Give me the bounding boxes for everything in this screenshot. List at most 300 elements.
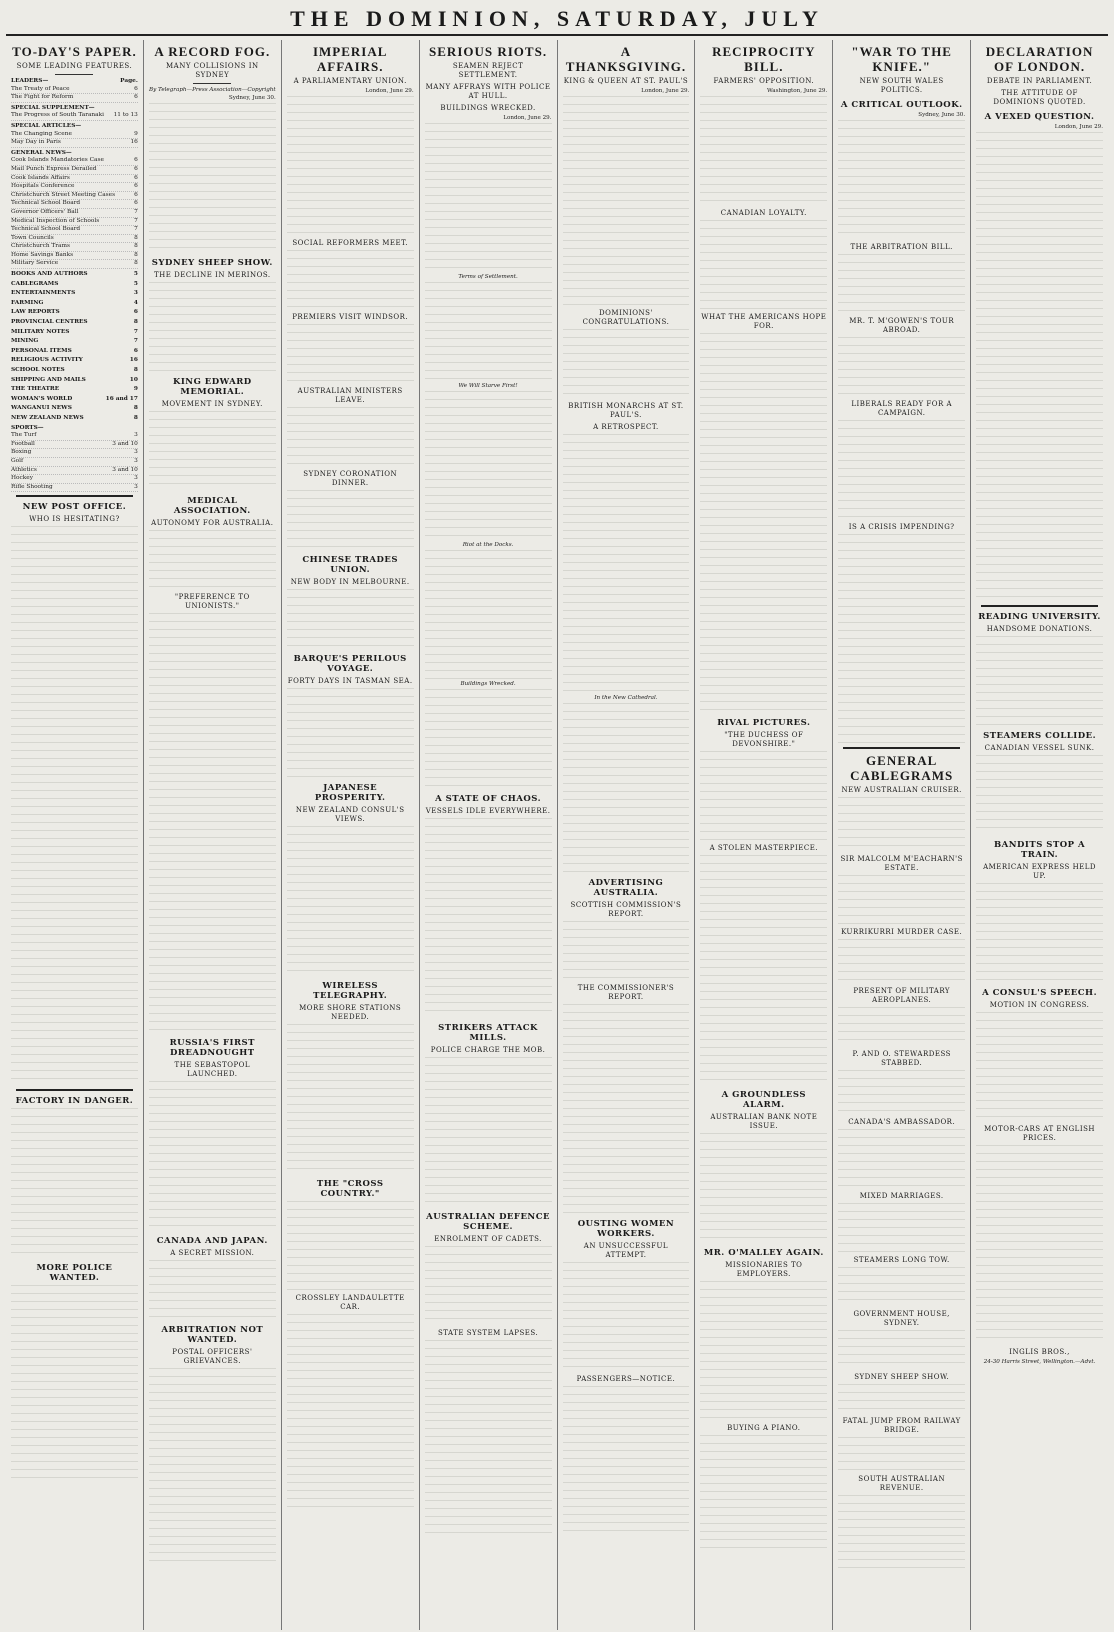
article-body bbox=[838, 875, 965, 925]
contents-label: Mail Punch Express Derailed bbox=[11, 165, 97, 172]
article-body bbox=[838, 254, 965, 314]
contents-page: 3 bbox=[134, 432, 138, 439]
contents-label: LAW REPORTS bbox=[11, 309, 60, 316]
contents-label: Boxing bbox=[11, 449, 32, 456]
article-body bbox=[425, 689, 552, 789]
subhead-new-cathedral: In the New Cathedral. bbox=[594, 695, 658, 701]
article-body bbox=[838, 1437, 965, 1472]
contents-item bbox=[11, 309, 138, 317]
subhead-arbitration-bill: THE ARBITRATION BILL. bbox=[850, 243, 953, 251]
contents-page: 16 bbox=[130, 139, 138, 146]
contents-item bbox=[11, 94, 138, 103]
subhead-unsuccessful: AN UNSUCCESSFUL ATTEMPT. bbox=[583, 1242, 669, 1259]
column-7 bbox=[833, 40, 971, 1630]
contents-page: 6 bbox=[134, 174, 138, 181]
article-body bbox=[563, 1262, 690, 1372]
headline-thanksgiving: A THANKSGIVING. bbox=[565, 44, 687, 74]
article-body bbox=[149, 411, 276, 491]
contents-page: 6 bbox=[134, 200, 138, 207]
masthead: THE DOMINION, SATURDAY, JULY bbox=[6, 4, 1108, 36]
subhead-sebastopol: THE SEBASTOPOL LAUNCHED. bbox=[174, 1061, 251, 1078]
headline-women-workers: OUSTING WOMEN WORKERS. bbox=[577, 1219, 675, 1239]
contents-label: LEADERS— bbox=[11, 78, 49, 84]
headline-factory: FACTORY IN DANGER. bbox=[15, 1096, 134, 1107]
contents-page: 7 bbox=[134, 226, 138, 233]
subhead-liberals: LIBERALS READY FOR A CAMPAIGN. bbox=[851, 400, 953, 417]
contents-item bbox=[11, 467, 138, 476]
subhead-terms: Terms of Settlement. bbox=[458, 274, 518, 280]
column-6 bbox=[695, 40, 833, 1630]
headline-post-office: NEW POST OFFICE. bbox=[22, 502, 127, 513]
article-body bbox=[838, 1203, 965, 1253]
contents-item bbox=[11, 357, 138, 365]
headline-mills: STRIKERS ATTACK MILLS. bbox=[438, 1023, 538, 1043]
divider bbox=[16, 495, 133, 497]
article-body bbox=[838, 120, 965, 240]
subhead-scottish: SCOTTISH COMMISSION'S REPORT. bbox=[570, 901, 682, 918]
contents-page: 3 and 10 bbox=[112, 466, 138, 473]
subhead-hesitating: WHO IS HESITATING? bbox=[29, 515, 120, 524]
contents-item bbox=[11, 319, 138, 327]
article-body bbox=[425, 1246, 552, 1326]
contents-item bbox=[11, 112, 138, 121]
article-body bbox=[563, 434, 690, 694]
subhead-british-monarchs: BRITISH MONARCHS AT ST. PAUL'S. bbox=[568, 402, 684, 419]
dateline: London, June 29. bbox=[1054, 124, 1103, 130]
headline-king-edward: KING EDWARD MEMORIAL. bbox=[172, 377, 252, 397]
article-body bbox=[976, 636, 1103, 726]
subhead-commissioner: THE COMMISSIONER'S REPORT. bbox=[577, 984, 675, 1001]
contents-item bbox=[11, 271, 138, 279]
contents-page: 8 bbox=[133, 414, 138, 421]
headline-police: MORE POLICE WANTED. bbox=[36, 1263, 113, 1284]
contents-item bbox=[11, 252, 138, 261]
article-body bbox=[149, 282, 276, 372]
columns bbox=[6, 40, 1108, 1630]
contents-item bbox=[11, 209, 138, 218]
article-body bbox=[287, 250, 414, 310]
article-body bbox=[700, 855, 827, 1085]
contents-page: 8 bbox=[134, 251, 138, 258]
article-body bbox=[838, 797, 965, 852]
article-body bbox=[838, 939, 965, 984]
article-body bbox=[425, 1057, 552, 1207]
headline-chinese: CHINESE TRADES UNION. bbox=[302, 555, 398, 575]
contents-page: 6 bbox=[134, 94, 138, 101]
contents-label: Rifle Shooting bbox=[11, 483, 53, 490]
dateline: Sydney, June 30. bbox=[918, 112, 966, 118]
contents-item bbox=[11, 290, 138, 298]
contents-label: WANGANUI NEWS bbox=[11, 405, 72, 412]
subhead-consul: NEW ZEALAND CONSUL'S VIEWS. bbox=[295, 806, 405, 823]
contents-item bbox=[11, 449, 138, 458]
headline-omalley: MR. O'MALLEY AGAIN. bbox=[703, 1248, 824, 1258]
dateline: London, June 29. bbox=[503, 115, 552, 121]
contents-page: 6 bbox=[133, 347, 138, 354]
contents-page: 3 bbox=[134, 457, 138, 464]
contents-label: CABLEGRAMS bbox=[11, 280, 59, 287]
article-body bbox=[838, 1384, 965, 1414]
subhead-coronation: SYDNEY CORONATION DINNER. bbox=[303, 470, 398, 487]
subhead-seamen: SEAMEN REJECT SETTLEMENT. bbox=[452, 62, 524, 79]
contents-page: 3 bbox=[134, 483, 138, 490]
contents-label: The Changing Scene bbox=[11, 130, 72, 137]
subhead-forty-days: FORTY DAYS IN TASMAN SEA. bbox=[287, 677, 413, 685]
contents-page bbox=[134, 105, 138, 113]
article-body bbox=[287, 589, 414, 649]
contents-page: 5 bbox=[133, 280, 138, 287]
cable-sa-revenue: SOUTH AUSTRALIAN REVENUE. bbox=[858, 1475, 946, 1492]
headline-cross-country: THE "CROSS COUNTRY." bbox=[316, 1179, 384, 1199]
divider bbox=[193, 83, 231, 84]
contents-page: 5 bbox=[133, 271, 138, 278]
advertisement-body bbox=[700, 1435, 827, 1555]
article-body bbox=[700, 333, 827, 713]
advertisement-body bbox=[563, 1386, 690, 1536]
todays-paper-title: TO-DAY'S PAPER. bbox=[12, 44, 137, 59]
contents-label: Christchurch Street Meeting Cases bbox=[11, 191, 116, 198]
contents-label: The Fight for Reform bbox=[11, 94, 74, 101]
contents-page: 16 bbox=[129, 357, 138, 364]
headline-wireless: WIRELESS TELEGRAPHY. bbox=[313, 981, 388, 1001]
contents-label: SCHOOL NOTES bbox=[11, 367, 65, 373]
article-body bbox=[838, 1007, 965, 1047]
headline-cablegrams: GENERAL CABLEGRAMS bbox=[850, 753, 954, 783]
subhead-ministers: AUSTRALIAN MINISTERS LEAVE. bbox=[297, 387, 403, 404]
contents-item bbox=[11, 150, 138, 158]
headline-declaration: DECLARATION OF LONDON. bbox=[985, 44, 1094, 74]
subhead-critical: A CRITICAL OUTLOOK. bbox=[840, 100, 963, 110]
subhead-americans-hope: WHAT THE AMERICANS HOPE FOR. bbox=[701, 313, 827, 330]
cable-stewardess: P. AND O. STEWARDESS STABBED. bbox=[852, 1050, 951, 1067]
contents-page: 8 bbox=[134, 243, 138, 250]
article-body bbox=[838, 1070, 965, 1115]
cable-estate: SIR MALCOLM M'EACHARN'S ESTATE. bbox=[840, 855, 963, 872]
article-body bbox=[149, 530, 276, 590]
cable-marriages: MIXED MARRIAGES. bbox=[859, 1192, 944, 1200]
contents-label: The Treaty of Peace bbox=[11, 85, 70, 92]
subhead-bank-note: AUSTRALIAN BANK NOTE ISSUE. bbox=[710, 1113, 818, 1130]
article-body bbox=[976, 132, 1103, 602]
headline-chaos: A STATE OF CHAOS. bbox=[435, 794, 542, 804]
contents-label: SPECIAL SUPPLEMENT— bbox=[11, 104, 95, 111]
contents-item bbox=[11, 166, 138, 175]
article-body bbox=[838, 534, 965, 744]
cable-ambassador: CANADA'S AMBASSADOR. bbox=[848, 1118, 956, 1126]
contents-item bbox=[11, 367, 138, 375]
headline-canada-japan: CANADA AND JAPAN. bbox=[156, 1236, 268, 1246]
subhead-merinos: THE DECLINE IN MERINOS. bbox=[154, 271, 271, 279]
contents-label: The Turf bbox=[11, 432, 37, 439]
subhead-crisis: IS A CRISIS IMPENDING? bbox=[848, 523, 955, 531]
headline-defence: AUSTRALIAN DEFENCE SCHEME. bbox=[426, 1212, 550, 1232]
subhead-express: AMERICAN EXPRESS HELD UP. bbox=[983, 863, 1097, 880]
contents-page: 8 bbox=[133, 367, 138, 373]
contents-label: Cook Islands Mandatories Case bbox=[11, 157, 104, 164]
dateline: London, June 29. bbox=[641, 88, 690, 94]
contents-item bbox=[11, 183, 138, 192]
contents-item bbox=[11, 458, 138, 467]
contents-page: 7 bbox=[133, 338, 138, 345]
contents-page: 8 bbox=[133, 405, 138, 412]
cable-fatal-jump: FATAL JUMP FROM RAILWAY BRIDGE. bbox=[842, 1417, 961, 1434]
contents-page: 7 bbox=[133, 328, 138, 335]
contents-page: 6 bbox=[134, 165, 138, 172]
article-body bbox=[287, 324, 414, 384]
article-body bbox=[838, 337, 965, 397]
headline-imperial: IMPERIAL AFFAIRS. bbox=[312, 44, 388, 74]
subhead-missionaries: MISSIONARIES TO EMPLOYERS. bbox=[725, 1261, 803, 1278]
subhead-buildings: Buildings Wrecked. bbox=[460, 681, 516, 687]
contents-page: 3 bbox=[134, 449, 138, 456]
subhead-social: SOCIAL REFORMERS MEET. bbox=[292, 239, 409, 247]
contents-item bbox=[11, 192, 138, 201]
cable-aeroplanes: PRESENT OF MILITARY AEROPLANES. bbox=[853, 987, 951, 1004]
subhead-debate: DEBATE IN PARLIAMENT. bbox=[986, 77, 1093, 85]
contents-item bbox=[11, 348, 138, 356]
article-body bbox=[838, 1330, 965, 1370]
contents-page bbox=[134, 425, 138, 433]
article-body bbox=[287, 407, 414, 467]
column-3 bbox=[282, 40, 420, 1630]
column-1 bbox=[6, 40, 144, 1630]
article-body bbox=[700, 96, 827, 206]
contents-label: Military Service bbox=[11, 260, 59, 267]
contents-item bbox=[11, 157, 138, 166]
contents-page: 9 bbox=[133, 386, 138, 393]
credit-line: By Telegraph—Press Association—Copyright bbox=[148, 87, 276, 93]
contents-label: Golf bbox=[11, 457, 24, 464]
article-body bbox=[149, 1368, 276, 1568]
contents-page: 3 bbox=[134, 475, 138, 482]
contents-item bbox=[11, 432, 138, 441]
subhead-state-system: STATE SYSTEM LAPSES. bbox=[437, 1329, 539, 1337]
article-body bbox=[287, 490, 414, 550]
contents-page: 4 bbox=[133, 299, 138, 306]
column-4 bbox=[420, 40, 558, 1630]
divider bbox=[55, 74, 93, 75]
subhead-wrecked: BUILDINGS WRECKED. bbox=[440, 104, 536, 112]
contents-item bbox=[11, 218, 138, 227]
contents-item bbox=[11, 78, 138, 86]
subhead-canadian-vessel: CANADIAN VESSEL SUNK. bbox=[984, 744, 1095, 752]
contents-page: 8 bbox=[133, 319, 138, 326]
subhead-duchess: "THE DUCHESS OF DEVONSHIRE." bbox=[724, 731, 804, 748]
contents-label: SHIPPING AND MAILS bbox=[11, 376, 86, 383]
ad-crossley: CROSSLEY LANDAULETTE CAR. bbox=[295, 1294, 405, 1311]
contents-page: 6 bbox=[133, 309, 138, 316]
article-body bbox=[425, 123, 552, 273]
contents-page: Page. bbox=[120, 78, 138, 84]
article-body bbox=[149, 613, 276, 1033]
contents-label: MILITARY NOTES bbox=[11, 328, 70, 335]
subhead-docks: Riot at the Docks. bbox=[462, 542, 514, 548]
article-body bbox=[700, 1281, 827, 1421]
contents-item bbox=[11, 281, 138, 289]
ad-inglis-address: 24-30 Harris Street, Wellington.—Advt. bbox=[983, 1359, 1096, 1365]
article-body bbox=[700, 1133, 827, 1243]
article-body bbox=[563, 96, 690, 306]
article-body bbox=[700, 220, 827, 310]
cable-tow: STEAMERS LONG TOW. bbox=[853, 1256, 950, 1264]
contents-label: WOMAN'S WORLD bbox=[11, 395, 73, 402]
cable-sheep-show: SYDNEY SHEEP SHOW. bbox=[854, 1373, 950, 1381]
headline-advertising: ADVERTISING AUSTRALIA. bbox=[588, 878, 664, 898]
ad-piano: BUYING A PIANO. bbox=[727, 1424, 801, 1432]
contents-item bbox=[11, 300, 138, 308]
subhead-autonomy: AUTONOMY FOR AUSTRALIA. bbox=[151, 519, 274, 527]
headline-japanese: JAPANESE PROSPERITY. bbox=[314, 783, 386, 803]
article-body bbox=[425, 550, 552, 680]
article-body bbox=[563, 1004, 690, 1214]
headline-consul: A CONSUL'S SPEECH. bbox=[982, 988, 1098, 998]
contents-label: Governor Officers' Ball bbox=[11, 208, 79, 215]
contents-label: May Day in Paris bbox=[11, 139, 61, 146]
contents-page: 6 bbox=[134, 85, 138, 92]
contents-label: Home Savings Banks bbox=[11, 251, 74, 258]
contents-label: MINING bbox=[11, 338, 39, 345]
subhead-new-body: NEW BODY IN MELBOURNE. bbox=[290, 578, 410, 586]
subhead-stations: MORE SHORE STATIONS NEEDED. bbox=[299, 1004, 402, 1021]
subhead-dominions: DOMINIONS' CONGRATULATIONS. bbox=[582, 309, 670, 326]
article-body bbox=[838, 420, 965, 520]
subhead-starve: We Will Starve First! bbox=[458, 383, 518, 389]
contents-list bbox=[11, 78, 138, 492]
contents-label: NEW ZEALAND NEWS bbox=[11, 414, 84, 421]
subhead-hull: MANY AFFRAYS WITH POLICE AT HULL. bbox=[425, 83, 551, 100]
article-body bbox=[700, 751, 827, 841]
subhead-secret: A SECRET MISSION. bbox=[170, 1249, 255, 1257]
subhead-cadets: ENROLMENT OF CADETS. bbox=[434, 1235, 542, 1243]
contents-item bbox=[11, 441, 138, 450]
contents-page: 7 bbox=[134, 208, 138, 215]
ad-motor-cars: MOTOR-CARS AT ENGLISH PRICES. bbox=[984, 1125, 1095, 1142]
headline-reciprocity: RECIPROCITY BILL. bbox=[712, 44, 816, 74]
article-body bbox=[149, 103, 276, 253]
contents-label: Hospitals Conference bbox=[11, 183, 75, 190]
contents-item bbox=[11, 415, 138, 423]
column-2 bbox=[144, 40, 282, 1630]
contents-page: 6 bbox=[134, 183, 138, 190]
divider bbox=[843, 747, 960, 749]
contents-item bbox=[11, 405, 138, 413]
contents-item bbox=[11, 105, 138, 113]
contents-item bbox=[11, 260, 138, 269]
contents-page: 16 and 17 bbox=[105, 395, 138, 402]
subhead-stolen: A STOLEN MASTERPIECE. bbox=[709, 844, 819, 852]
contents-page: 6 bbox=[134, 191, 138, 198]
contents-label: Medical Inspection of Schools bbox=[11, 217, 100, 224]
subhead-collisions: MANY COLLISIONS IN SYDNEY bbox=[165, 62, 259, 79]
contents-label: Football bbox=[11, 440, 35, 447]
article-body bbox=[11, 1285, 138, 1485]
contents-item bbox=[11, 243, 138, 252]
contents-item bbox=[11, 86, 138, 95]
contents-item bbox=[11, 386, 138, 394]
article-body bbox=[838, 1267, 965, 1307]
article-body bbox=[11, 526, 138, 1086]
contents-label: BOOKS AND AUTHORS bbox=[11, 271, 88, 278]
contents-item bbox=[11, 131, 138, 140]
contents-label: SPECIAL ARTICLES— bbox=[11, 122, 82, 129]
article-body bbox=[287, 826, 414, 976]
cable-cruiser: NEW AUSTRALIAN CRUISER. bbox=[841, 786, 962, 794]
article-body bbox=[976, 1012, 1103, 1122]
contents-label: The Progress of South Taranaki bbox=[11, 112, 104, 119]
ad-inglis: INGLIS BROS., bbox=[1009, 1348, 1070, 1356]
subhead-preference: "PREFERENCE TO UNIONISTS." bbox=[174, 593, 250, 610]
contents-label: Athletics bbox=[11, 466, 37, 473]
headline-record-fog: A RECORD FOG. bbox=[154, 44, 271, 59]
advertisement-body bbox=[976, 1145, 1103, 1345]
contents-label: Christchurch Trams bbox=[11, 243, 70, 250]
subhead-police-charge: POLICE CHARGE THE MOB. bbox=[430, 1046, 546, 1054]
contents-label: Cook Islands Affairs bbox=[11, 174, 70, 181]
headline-riots: SERIOUS RIOTS. bbox=[429, 44, 548, 59]
subhead-parl-union: A PARLIAMENTARY UNION. bbox=[293, 77, 407, 85]
article-body bbox=[976, 755, 1103, 835]
headline-medical: MEDICAL ASSOCIATION. bbox=[173, 496, 251, 516]
contents-label: RELIGIOUS ACTIVITY bbox=[11, 357, 83, 364]
contents-label: THE THEATRE bbox=[11, 386, 60, 393]
contents-label: ENTERTAINMENTS bbox=[11, 290, 76, 297]
headline-steamers: STEAMERS COLLIDE. bbox=[983, 731, 1097, 741]
headline-reading: READING UNIVERSITY. bbox=[978, 612, 1101, 622]
contents-item bbox=[11, 175, 138, 184]
contents-page: 6 bbox=[134, 157, 138, 164]
article-body bbox=[287, 1201, 414, 1291]
contents-page: 3 and 10 bbox=[112, 440, 138, 447]
contents-item bbox=[11, 475, 138, 484]
article-body bbox=[425, 282, 552, 382]
contents-label: Hockey bbox=[11, 475, 34, 482]
headline-war-knife: "WAR TO THE KNIFE." bbox=[851, 44, 952, 74]
contents-page bbox=[134, 150, 138, 158]
article-body bbox=[425, 818, 552, 1018]
article-body bbox=[149, 1260, 276, 1320]
article-body bbox=[425, 391, 552, 541]
dateline: Sydney, June 30. bbox=[228, 95, 276, 101]
contents-item bbox=[11, 338, 138, 346]
contents-item bbox=[11, 235, 138, 244]
contents-label: Technical School Board bbox=[11, 226, 81, 233]
contents-page: 11 to 13 bbox=[113, 112, 138, 119]
article-body bbox=[838, 1495, 965, 1575]
subhead-canadian-loyalty: CANADIAN LOYALTY. bbox=[720, 209, 807, 217]
subhead-vessels: VESSELS IDLE EVERYWHERE. bbox=[425, 807, 551, 815]
cable-kurrikurri: KURRIKURRI MURDER CASE. bbox=[841, 928, 963, 936]
article-body bbox=[287, 96, 414, 236]
contents-label: SPORTS— bbox=[11, 424, 44, 431]
subhead-king-queen: KING & QUEEN AT ST. PAUL'S bbox=[563, 77, 689, 85]
headline-arbitration: ARBITRATION NOT WANTED. bbox=[161, 1325, 264, 1345]
divider bbox=[16, 1089, 133, 1091]
contents-item bbox=[11, 425, 138, 433]
ad-passengers: PASSENGERS—NOTICE. bbox=[576, 1375, 676, 1383]
contents-item bbox=[11, 139, 138, 148]
contents-label: Technical School Board bbox=[11, 200, 81, 207]
subhead-congress: MOTION IN CONGRESS. bbox=[989, 1001, 1090, 1009]
subhead-farmers: FARMERS' OPPOSITION. bbox=[713, 77, 815, 85]
subhead-mgowen: MR. T. M'GOWEN'S TOUR ABROAD. bbox=[849, 317, 955, 334]
article-body bbox=[563, 703, 690, 873]
headline-rival-pictures: RIVAL PICTURES. bbox=[717, 718, 811, 728]
contents-label: FARMING bbox=[11, 299, 44, 306]
article-body bbox=[149, 1081, 276, 1231]
contents-item bbox=[11, 226, 138, 235]
subhead-donations: HANDSOME DONATIONS. bbox=[986, 625, 1093, 633]
article-body bbox=[287, 1024, 414, 1174]
